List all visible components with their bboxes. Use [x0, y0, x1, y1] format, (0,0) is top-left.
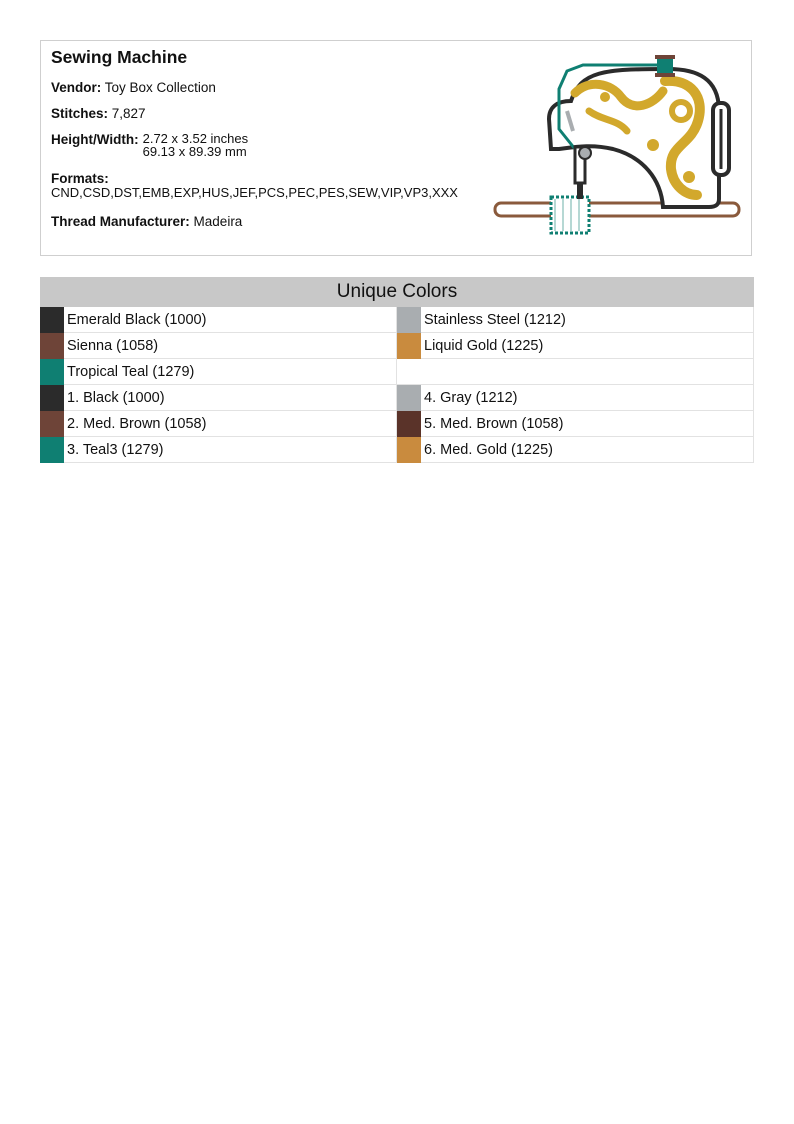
sequence-item — [40, 385, 397, 411]
sequence-name: 6. Med. Gold (1225) — [424, 441, 553, 458]
unique-colors-header: Unique Colors — [40, 277, 754, 307]
sequence-name: 3. Teal3 (1279) — [67, 441, 164, 458]
vendor-row — [51, 80, 491, 96]
sequence-item — [40, 437, 397, 463]
design-info-box — [40, 40, 752, 256]
unique-colors-table — [40, 277, 754, 463]
thread-value: Madeira — [193, 214, 243, 229]
unique-colors-grid — [40, 307, 754, 463]
height-width-label: Height/Width: — [51, 132, 139, 147]
color-swatch — [40, 385, 64, 411]
thread-label: Thread Manufacturer: — [51, 214, 190, 229]
color-item — [397, 307, 754, 333]
formats-value: CND,CSD,DST,EMB,EXP,HUS,JEF,PCS,PEC,PES,SEW,VIP,VP3,XXX — [51, 185, 458, 200]
height-width-row — [51, 132, 491, 158]
sequence-item — [40, 411, 397, 437]
color-swatch — [40, 437, 64, 463]
color-swatch — [397, 307, 421, 333]
sequence-name: 5. Med. Brown (1058) — [424, 415, 564, 432]
sequence-name: 4. Gray (1212) — [424, 389, 518, 406]
stitches-row — [51, 106, 491, 122]
height-width-inches: 2.72 x 3.52 inches — [142, 131, 249, 146]
vendor-label: Vendor: — [51, 80, 102, 95]
sequence-item — [397, 411, 754, 437]
height-width-values — [143, 132, 249, 158]
color-swatch — [397, 333, 421, 359]
color-name: Tropical Teal (1279) — [67, 363, 195, 380]
color-name: Stainless Steel (1212) — [424, 311, 566, 328]
height-width-mm: 69.13 x 89.39 mm — [142, 144, 247, 159]
color-swatch — [397, 385, 421, 411]
color-swatch — [40, 359, 64, 385]
sequence-item — [397, 437, 754, 463]
color-swatch — [40, 411, 64, 437]
color-name: Liquid Gold (1225) — [424, 337, 544, 354]
color-item — [40, 307, 397, 333]
color-swatch — [397, 437, 421, 463]
vendor-value: Toy Box Collection — [104, 80, 216, 95]
color-swatch — [397, 411, 421, 437]
stitches-label: Stitches: — [51, 106, 109, 121]
color-item — [40, 359, 397, 385]
color-item — [397, 333, 754, 359]
sewing-machine-image — [493, 49, 741, 247]
sequence-name: 2. Med. Brown (1058) — [67, 415, 207, 432]
color-name: Emerald Black (1000) — [67, 311, 207, 328]
color-item-empty — [397, 359, 754, 385]
sequence-item — [397, 385, 754, 411]
color-item — [40, 333, 397, 359]
color-name: Sienna (1058) — [67, 337, 159, 354]
thread-row — [51, 214, 491, 230]
color-swatch — [40, 333, 64, 359]
design-details — [51, 47, 491, 240]
sequence-name: 1. Black (1000) — [67, 389, 165, 406]
stitches-value: 7,827 — [111, 106, 146, 121]
design-title: Sewing Machine — [51, 47, 188, 67]
formats-label: Formats: — [51, 171, 109, 186]
color-swatch — [40, 307, 64, 333]
